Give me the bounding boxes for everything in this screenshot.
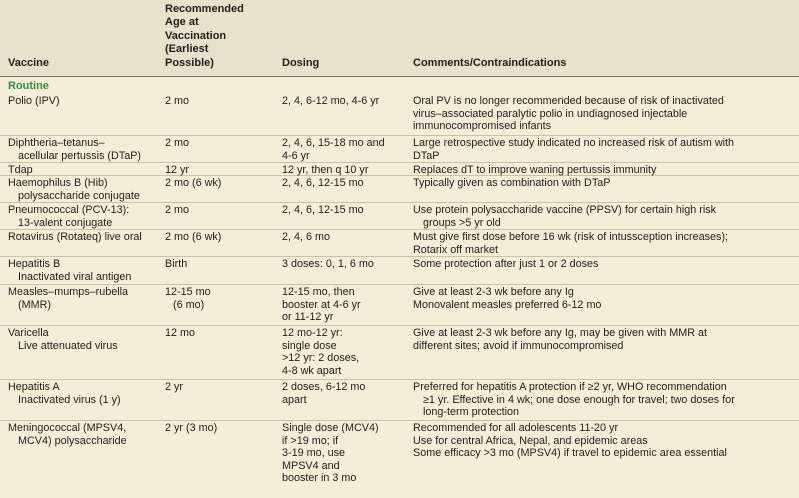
- cell-vaccine: [8, 422, 127, 447]
- cell-dosing-line: booster in 3 mo: [282, 472, 357, 484]
- cell-dosing: [282, 204, 364, 217]
- row-divider: [0, 256, 799, 257]
- row-divider: [0, 135, 799, 136]
- cell-comments: [413, 381, 735, 419]
- cell-age: [165, 286, 211, 311]
- cell-vaccine-line: polysaccharide conjugate: [18, 189, 140, 202]
- cell-comments: [413, 258, 598, 271]
- cell-age: [165, 95, 189, 108]
- cell-dosing-line: 2, 4, 6, 12-15 mo: [282, 177, 364, 189]
- cell-vaccine-line: Hepatitis A: [8, 381, 60, 393]
- cell-vaccine: [8, 381, 121, 406]
- cell-age-line: 2 mo (6 wk): [165, 177, 222, 189]
- cell-dosing-line: if >19 mo; if: [282, 434, 339, 447]
- cell-comments: [413, 137, 734, 162]
- table-header: [0, 0, 799, 77]
- cell-comments-line: Typically given as combination with DTaP: [413, 177, 611, 189]
- cell-vaccine-line: Inactivated viral antigen: [18, 270, 132, 283]
- cell-dosing: [282, 286, 361, 324]
- cell-comments: [413, 231, 728, 256]
- cell-vaccine-line: Hepatitis B: [8, 258, 61, 270]
- header-age-line: Possible): [165, 56, 214, 69]
- cell-vaccine: [8, 258, 131, 283]
- cell-dosing-line: 2 doses, 6-12 mo: [282, 381, 366, 393]
- cell-dosing-line: MPSV4 and: [282, 459, 340, 472]
- header-age: [165, 3, 277, 71]
- row-divider: [0, 175, 799, 176]
- cell-comments: [413, 327, 707, 352]
- row-divider: [0, 325, 799, 326]
- cell-dosing-line: >12 yr: 2 doses,: [282, 352, 360, 364]
- cell-comments: [413, 164, 656, 177]
- cell-age: [165, 258, 187, 271]
- cell-comments-line: Must give first dose before 16 wk (risk of intussception increases);: [413, 231, 729, 243]
- cell-age: [165, 327, 195, 340]
- cell-comments-line: Use protein polysaccharide vaccine (PPSV) for certain high risk: [413, 204, 717, 216]
- cell-comments-line: DTaP: [413, 149, 440, 162]
- cell-dosing: [282, 381, 365, 406]
- cell-vaccine-line: acellular pertussis (DTaP): [18, 149, 142, 162]
- cell-comments-line: Preferred for hepatitis A protection if ≥2 yr, WHO recommendation: [413, 381, 727, 393]
- header-age-line: Age at: [165, 16, 199, 28]
- cell-dosing-line: or 11-12 yr: [282, 311, 334, 323]
- cell-comments-line: virus–associated paralytic polio in undiagnosed injectable: [413, 107, 688, 120]
- cell-vaccine-line: Rotavirus (Rotateq) live oral: [8, 231, 142, 243]
- cell-dosing-line: 4-6 yr: [282, 149, 310, 162]
- cell-vaccine-line: Varicella: [8, 327, 49, 339]
- cell-vaccine: [8, 137, 141, 162]
- header-age-line: Recommended: [165, 2, 244, 15]
- cell-dosing: [282, 258, 374, 271]
- cell-dosing: [282, 164, 368, 177]
- cell-vaccine-line: Diphtheria–tetanus–: [8, 137, 105, 149]
- cell-age-line: 2 mo (6 wk): [165, 231, 222, 243]
- cell-age-line: 2 mo: [165, 137, 190, 149]
- cell-age-line: 2 mo: [165, 95, 190, 107]
- cell-vaccine: [8, 164, 33, 177]
- cell-comments-line: Some protection after just 1 or 2 doses: [413, 258, 599, 270]
- cell-age: [165, 231, 221, 244]
- cell-age: [165, 422, 217, 435]
- cell-dosing-line: booster at 4-6 yr: [282, 298, 361, 311]
- cell-vaccine-line: Haemophilus B (Hib): [8, 177, 108, 189]
- cell-comments: [413, 286, 601, 311]
- cell-age: [165, 381, 183, 394]
- cell-vaccine-line: Measles–mumps–rubella: [8, 286, 129, 298]
- cell-vaccine: [8, 204, 129, 229]
- cell-vaccine-line: Inactivated virus (1 y): [18, 393, 121, 406]
- cell-dosing: [282, 137, 385, 162]
- cell-comments-line: immunocompromised infants: [413, 120, 552, 132]
- cell-dosing: [282, 422, 379, 485]
- cell-dosing-line: single dose: [282, 339, 337, 352]
- cell-vaccine-line: MCV4) polysaccharide: [18, 434, 127, 447]
- cell-comments-line: Give at least 2-3 wk before any Ig: [413, 286, 574, 298]
- cell-vaccine-line: 13-valent conjugate: [18, 216, 113, 229]
- cell-comments-line: Some efficacy >3 mo (MPSV4) if travel to epidemic area essential: [413, 447, 727, 459]
- cell-dosing: [282, 327, 359, 377]
- cell-age-line: 12-15 mo: [165, 286, 211, 298]
- cell-age-line: 12 mo: [165, 327, 196, 339]
- row-divider: [0, 202, 799, 203]
- row-divider: [0, 284, 799, 285]
- cell-dosing-line: apart: [282, 393, 307, 406]
- cell-vaccine: [8, 231, 142, 244]
- row-divider: [0, 379, 799, 380]
- cell-dosing-line: 12-15 mo, then: [282, 286, 355, 298]
- header-dosing: Dosing: [282, 56, 320, 69]
- cell-dosing: [282, 177, 364, 190]
- cell-dosing-line: 4-8 wk apart: [282, 364, 342, 377]
- cell-comments-line: Monovalent measles preferred 6-12 mo: [413, 298, 602, 311]
- cell-age: [165, 137, 189, 150]
- cell-comments: [413, 204, 716, 229]
- cell-comments-line: long-term protection: [423, 406, 520, 418]
- cell-vaccine-line: Live attenuated virus: [18, 339, 118, 352]
- cell-vaccine: [8, 95, 60, 108]
- cell-age: [165, 204, 189, 217]
- cell-dosing-line: 3 doses: 0, 1, 6 mo: [282, 258, 374, 270]
- cell-dosing-line: 12 yr, then q 10 yr: [282, 164, 369, 176]
- cell-age: [165, 164, 189, 177]
- cell-comments-line: groups >5 yr old: [423, 216, 501, 229]
- header-vaccine: Vaccine: [8, 56, 49, 69]
- cell-dosing: [282, 95, 379, 108]
- cell-dosing-line: 2, 4, 6, 12-15 mo: [282, 204, 364, 216]
- cell-vaccine-line: (MMR): [18, 298, 51, 311]
- cell-age-line: 2 yr (3 mo): [165, 422, 218, 434]
- cell-dosing-line: 2, 4, 6-12 mo, 4-6 yr: [282, 95, 380, 107]
- cell-comments-line: Oral PV is no longer recommended because of risk of inactivated: [413, 95, 724, 107]
- cell-age: [165, 177, 221, 190]
- header-age-line: Vaccination: [165, 29, 227, 42]
- cell-comments-line: ≥1 yr. Effective in 4 wk; one dose enough for travel; two doses for: [423, 393, 735, 406]
- row-divider: [0, 162, 799, 163]
- cell-vaccine: [8, 327, 118, 352]
- cell-dosing: [282, 231, 330, 244]
- cell-comments-line: different sites; avoid if immunocompromised: [413, 339, 624, 352]
- cell-dosing-line: 12 mo-12 yr:: [282, 327, 343, 339]
- cell-dosing-line: 2, 4, 6, 15-18 mo and: [282, 137, 385, 149]
- cell-comments-line: Replaces dT to improve waning pertussis immunity: [413, 164, 657, 176]
- cell-comments: [413, 422, 727, 460]
- section-label-routine: Routine: [8, 80, 49, 92]
- row-divider: [0, 420, 799, 421]
- cell-vaccine-line: Pneumococcal (PCV-13):: [8, 204, 130, 216]
- cell-comments: [413, 95, 724, 133]
- cell-comments-line: Rotarix off market: [413, 243, 499, 256]
- header-comments: Comments/Contraindications: [413, 56, 567, 69]
- cell-vaccine: [8, 286, 128, 311]
- cell-age-line: 12 yr: [165, 164, 190, 176]
- cell-age-line: (6 mo): [173, 298, 205, 311]
- cell-dosing-line: 3-19 mo, use: [282, 447, 346, 459]
- cell-vaccine-line: Polio (IPV): [8, 95, 60, 107]
- cell-age-line: 2 mo: [165, 204, 190, 216]
- cell-vaccine-line: Tdap: [8, 164, 33, 176]
- cell-dosing-line: 2, 4, 6 mo: [282, 231, 331, 243]
- cell-comments-line: Give at least 2-3 wk before any Ig, may be given with MMR at: [413, 327, 708, 339]
- cell-vaccine-line: Meningococcal (MPSV4,: [8, 422, 127, 434]
- cell-age-line: 2 yr: [165, 381, 183, 393]
- header-age-line: (Earliest: [165, 43, 209, 55]
- cell-comments-line: Use for central Africa, Nepal, and epidemic areas: [413, 434, 648, 447]
- cell-vaccine: [8, 177, 140, 202]
- cell-age-line: Birth: [165, 258, 188, 270]
- row-divider: [0, 229, 799, 230]
- cell-comments: [413, 177, 610, 190]
- cell-dosing-line: Single dose (MCV4): [282, 422, 379, 434]
- cell-comments-line: Large retrospective study indicated no increased risk of autism with: [413, 137, 735, 149]
- cell-comments-line: Recommended for all adolescents 11-20 yr: [413, 422, 619, 434]
